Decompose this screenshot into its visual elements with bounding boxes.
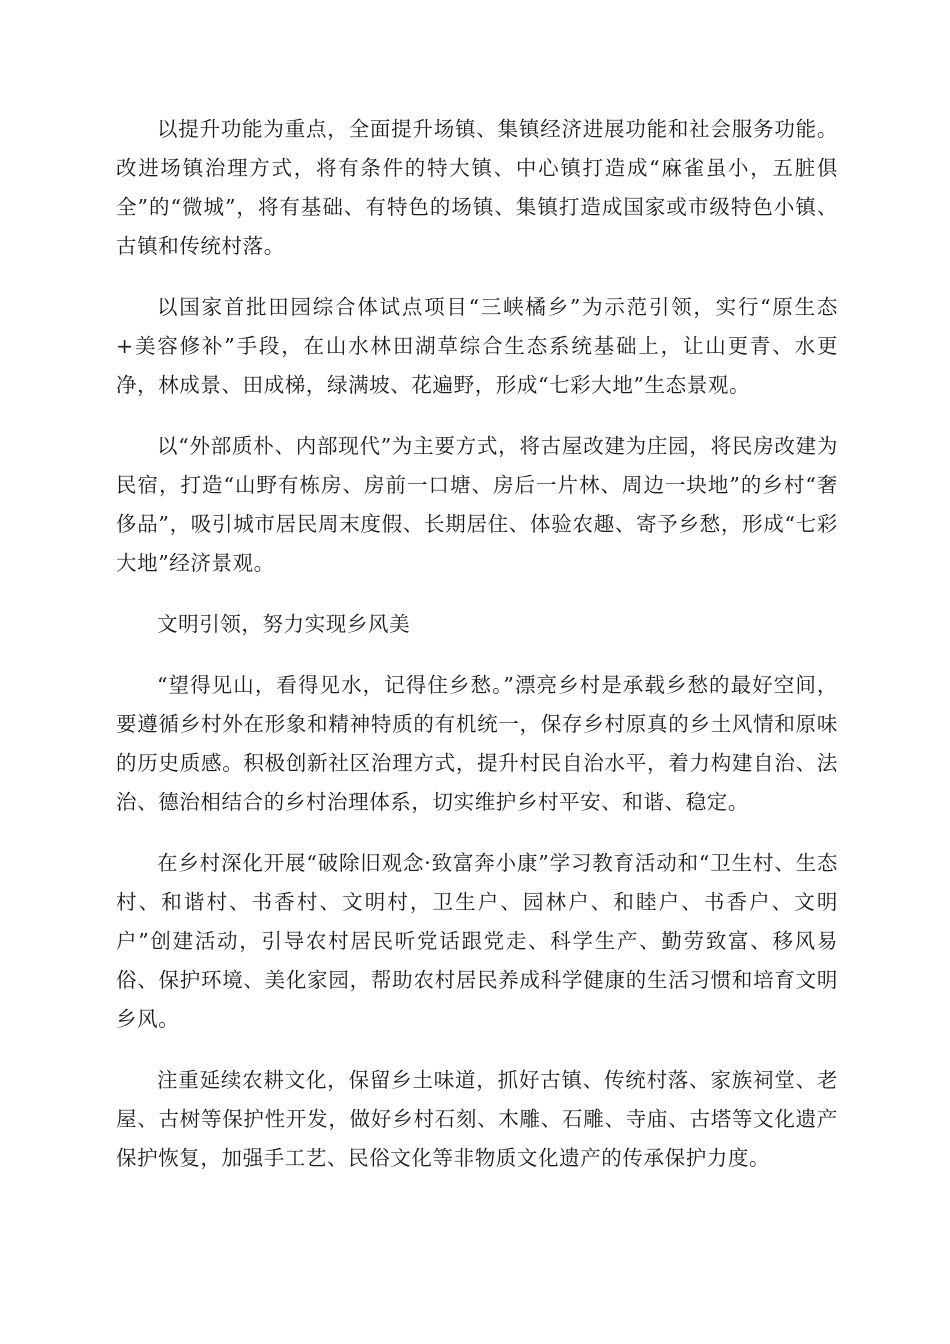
- document-page: [116, 110, 838, 1200]
- paragraph-civilization-campaign: 在乡村深化开展“破除旧观念·致富奔小康”学习教育活动和“卫生村、生态村、和谐村、书香村、文明村，卫生户、园林户、和睦户、书香户、文明户”创建活动，引导农村居民听党话跟党走、科学生产、勤劳致富、移风易俗、保护环境、美化家园，帮助农村居民养成科学健康的生活习惯和培育文明乡风。: [116, 851, 838, 1031]
- paragraph-pastoral-complex: 以国家首批田园综合体试点项目“三峡橘乡”为示范引领，实行“原生态+美容修补”手段，在山水林田湖草综合生态系统基础上，让山更青、水更净，林成景、田成梯，绿满坡、花遍野，形成“七彩大地”生态景观。: [116, 295, 838, 397]
- paragraph-farming-culture: 注重延续农耕文化，保留乡土味道，抓好古镇、传统村落、家族祠堂、老屋、古树等保护性开发，做好乡村石刻、木雕、石雕、寺庙、古塔等文化遗产保护恢复，加强手工艺、民俗文化等非物质文化遗产的传承保护力度。: [116, 1068, 838, 1170]
- paragraph-rural-landscape: 以“外部质朴、内部现代”为主要方式，将古屋改建为庄园，将民房改建为民宿，打造“山野有栋房、房前一口塘、房后一片林、周边一块地”的乡村“奢侈品”，吸引城市居民周末度假、长期居住、体验农趣、寄予乡愁，形成“七彩大地”经济景观。: [116, 434, 838, 575]
- section-heading: 文明引领，努力实现乡风美: [157, 612, 411, 636]
- paragraph-town-function: 以提升功能为重点，全面提升场镇、集镇经济进展功能和社会服务功能。改进场镇治理方式，将有条件的特大镇、中心镇打造成“麻雀虽小，五脏俱全”的“微城”，将有基础、有特色的场镇、集镇打造成国家或市级特色小镇、古镇和传统村落。: [116, 117, 838, 258]
- paragraph-nostalgia: “望得见山，看得见水，记得住乡愁。”漂亮乡村是承载乡愁的最好空间，要遵循乡村外在形象和精神特质的有机统一，保存乡村原真的乡土风情和原味的历史质感。积极创新社区治理方式，提升村民自治水平，着力构建自治、法治、德治相结合的乡村治理体系，切实维护乡村平安、和谐、稳定。: [116, 673, 838, 814]
